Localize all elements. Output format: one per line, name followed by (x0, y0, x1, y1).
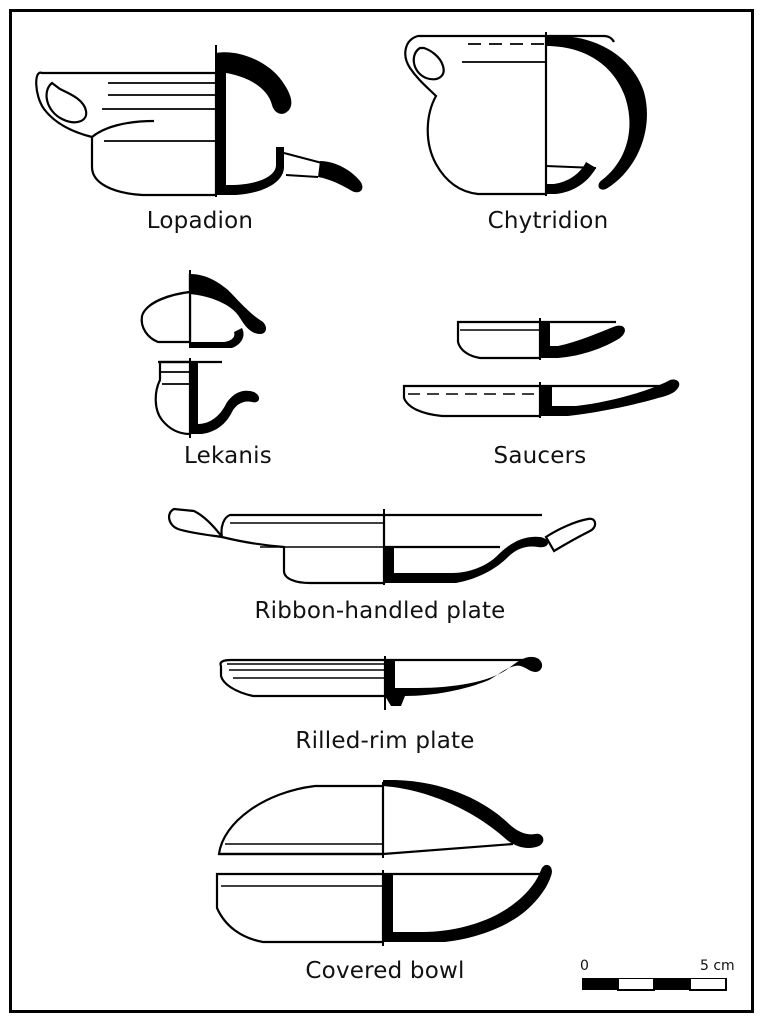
caption-saucers: Saucers (493, 443, 587, 469)
vessel-drawing-saucers (390, 310, 690, 430)
vessel-drawing-covered-bowl (195, 778, 575, 956)
vessel-drawing-rilled-rim-plate (205, 648, 565, 730)
caption-rilled-rim-plate: Rilled-rim plate (295, 728, 475, 754)
scale-bar (582, 978, 732, 994)
caption-lekanis: Lekanis (184, 443, 272, 469)
caption-chytridion: Chytridion (487, 208, 609, 234)
vessel-drawing-chytridion (398, 22, 698, 200)
scale-end-label: 5 cm (700, 958, 735, 974)
caption-ribbon-handled-plate: Ribbon-handled plate (254, 598, 506, 624)
caption-covered-bowl: Covered bowl (305, 958, 465, 984)
vessel-drawing-lekanis (128, 262, 328, 442)
scale-start-label: 0 (580, 958, 589, 974)
vessel-drawing-lopadion (30, 25, 370, 200)
vessel-drawing-ribbon-handled-plate (160, 495, 600, 595)
caption-lopadion: Lopadion (146, 208, 254, 234)
